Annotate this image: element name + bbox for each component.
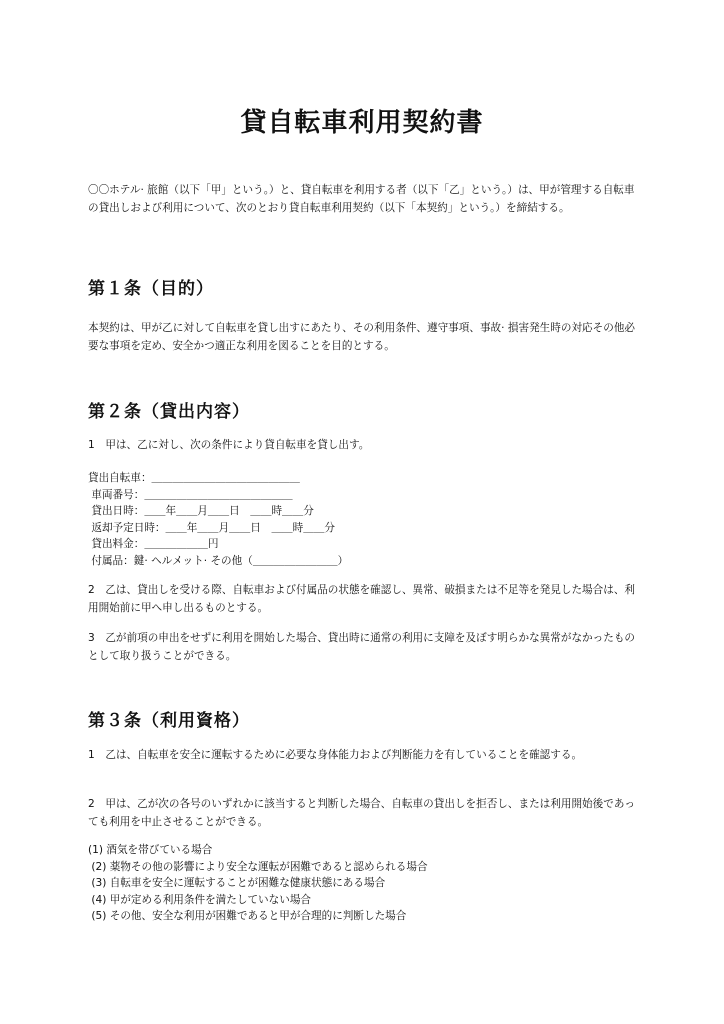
article3-heading: 第３条（利用資格） [88, 711, 250, 731]
article2-paragraph-2: 2 乙は、貸出しを受ける際、自転車および付属品の状態を確認し、異常、破損または不足等を発見した場合は、利用開始前に甲へ申し出るものとする。 [88, 584, 636, 614]
rental-fields [88, 470, 640, 569]
field-vehicle-number: 車両番号：＿＿＿＿＿＿＿＿＿＿＿＿＿＿ [88, 488, 293, 501]
refusal-conditions-list [88, 842, 640, 925]
article2-paragraph-3: 3 乙が前項の申出をせずに利用を開始した場合、貸出時に通常の利用に支障を及ぼす明らかな異常がなかったものとして取り扱うことができる。 [88, 632, 636, 662]
field-accessories: 付属品：鍵· ヘルメット· その他（＿＿＿＿＿＿＿＿） [88, 554, 349, 567]
article2-heading: 第２条（貸出内容） [88, 402, 250, 422]
list-item: (1) 酒気を帯びている場合 [88, 844, 213, 856]
article1-body: 本契約は、甲が乙に対して自転車を貸し出すにあたり、その利用条件、遵守事項、事故· 損害発生時の対応その他必要な事項を定め、安全かつ適正な利用を図ることを目的とする。 [88, 322, 636, 352]
article1-heading: 第１条（目的） [88, 279, 214, 299]
list-item: (4) 甲が定める利用条件を満たしていない場合 [88, 893, 312, 906]
field-bicycle: 貸出自転車：＿＿＿＿＿＿＿＿＿＿＿＿＿＿ [88, 472, 300, 484]
list-item: (3) 自転車を安全に運転することが困難な健康状態にある場合 [88, 877, 386, 889]
article3-paragraph-2: 2 甲は、乙が次の各号のいずれかに該当すると判断した場合、自転車の貸出しを拒否し、または利用開始後であっても利用を中止させることができる。 [88, 798, 635, 828]
field-return-datetime: 返却予定日時：＿＿年＿＿月＿＿日 ＿＿時＿＿分 [88, 521, 336, 534]
field-rental-fee: 貸出料金：＿＿＿＿＿＿円 [88, 538, 219, 550]
list-item: (5) その他、安全な利用が困難であると甲が合理的に判断した場合 [88, 910, 407, 922]
field-rental-datetime: 貸出日時：＿＿年＿＿月＿＿日 ＿＿時＿＿分 [88, 505, 314, 517]
document-title: 貸自転車利用契約書 [240, 108, 484, 138]
article3-paragraph-1: 1 乙は、自転車を安全に運転するために必要な身体能力および判断能力を有していることを確認する。 [88, 749, 583, 761]
article2-paragraph-1: 1 甲は、乙に対し、次の条件により貸自転車を貸し出す。 [88, 439, 370, 451]
list-item: (2) 薬物その他の影響により安全な運転が困難であると認められる場合 [88, 860, 428, 873]
preamble: 〇〇ホテル· 旅館（以下「甲」という。）と、貸自転車を利用する者（以下「乙」という。）は、甲が管理する自転車の貸出しおよび利用について、次のとおり貸自転車利用契約（以下「本契約」という。）を締結する。 [88, 184, 635, 214]
